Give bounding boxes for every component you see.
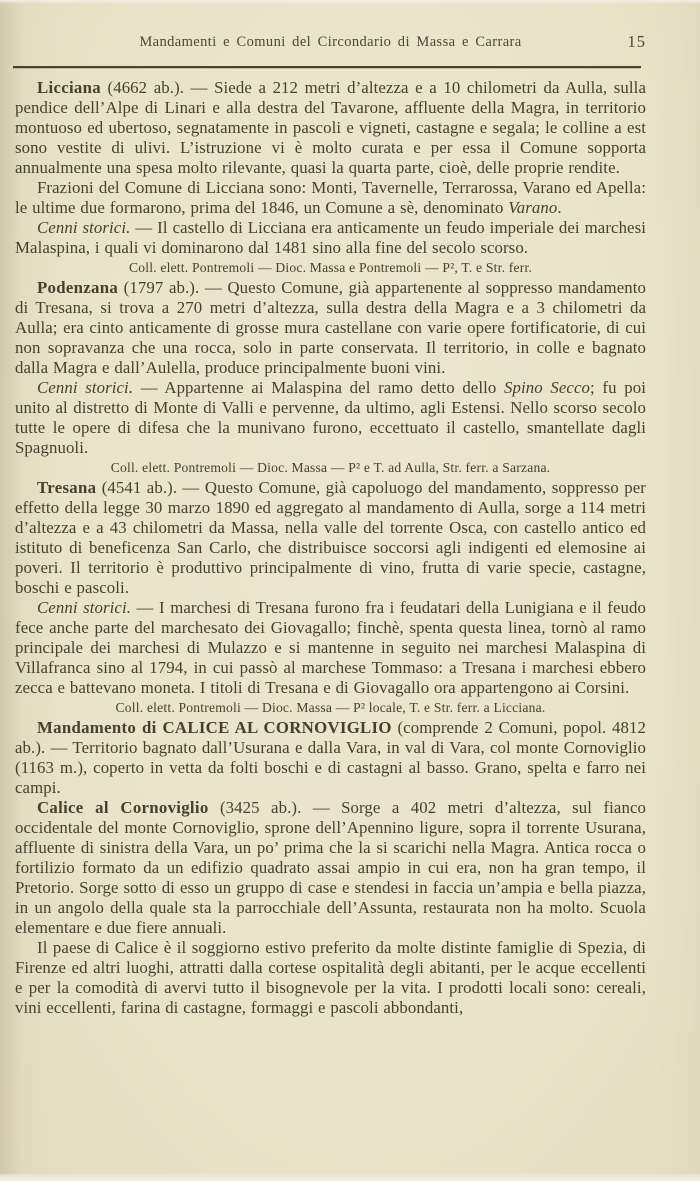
paragraph [15, 278, 646, 378]
text-run: Il paese di Calice è il soggiorno estivo preferito da molte distinte famiglie di Spezia, di Firenze ed altri luoghi, attratti dalla cortese ospitalità degli abitanti, per le acque eccellenti e per la comodità di avervi tutto il bisognevole per la vita. I prodotti locali sono: cereali, vini eccellenti, farina di castagne, formaggi e pascoli abbondanti, [15, 938, 646, 1017]
text-run: — Appartenne ai Malaspina del ramo detto dello [133, 378, 505, 397]
paragraph [15, 218, 646, 258]
text-run: Calice al Cornoviglio [37, 798, 209, 817]
text-run: (4662 ab.). — Siede a 212 metri d’altezza e a 10 chilometri da Aulla, sulla pendice dell’Alpe di Linari e alla destra del Tavarone, affluente della Magra, in territorio montuoso ed ubertoso, segnatamente in pascoli e vigneti, castagne e segala; le colline a est sono vestite di ulivi. L’istruzione vi è molto curata e per essa il Comune sopporta annualmente una spesa molto rilevante, quasi la quarta parte, cioè, delle proprie rendite. [15, 78, 646, 177]
text-run: (comprende 2 Comuni, popol. 4812 ab.). — Territorio bagnato dall’Usurana e dalla Vara, in val di Vara, col monte Cornoviglio (1163 m.), coperto in vetta da folti boschi e di castagni al basso. Grano, spelta e farro nei campi. [15, 718, 646, 797]
text-run: (4541 ab.). — Questo Comune, già capoluogo del mandamento, soppresso per effetto della legge 30 marzo 1890 ed aggregato al mandamento di Aulla, sorge a 114 metri d’altezza e a 43 chilometri da Massa, nella valle del torrente Osca, con castello antico ed istituto di beneficenza San Carlo, che distribuisce soccorsi agli indigenti ed elemosine ai poveri. Il territorio è produttivo principalmente di vino, frutta di varie specie, castagne, boschi e pascoli. [15, 478, 646, 597]
text-run: Tresana [37, 478, 97, 497]
page-body [15, 78, 646, 1018]
running-header [15, 34, 646, 56]
header-rule [13, 66, 641, 68]
paragraph [15, 78, 646, 178]
text-run: Podenzana [37, 278, 119, 297]
reference-note [15, 698, 646, 718]
text-run: . [557, 198, 562, 217]
text-run: — Il castello di Licciana era anticamente un feudo imperiale dei marchesi Malaspina, i quali vi dominarono dal 1481 sino alla fine del secolo scorso. [15, 218, 646, 257]
paragraph [15, 598, 646, 698]
text-run: Cenni storici. [37, 598, 132, 617]
reference-note [15, 258, 646, 278]
text-run: Frazioni del Comune di Licciana sono: Monti, Tavernelle, Terrarossa, Varano ed Apella: le ultime due formarono, prima del 1846, un Comune a sè, denominato [15, 178, 646, 217]
text-run: ; fu poi unito al distretto di Monte di Valli e pervenne, da ultimo, agli Estensi. Nello scorso secolo tutte le opere di difesa che la munivano furono, eccettuato il castello, smantellate dagli Spagnuoli. [15, 378, 646, 457]
text-run: Mandamento di CALICE AL CORNOVIGLIO [37, 718, 392, 737]
reference-note [15, 458, 646, 478]
paragraph [15, 798, 646, 938]
text-run: Coll. elett. Pontremoli — Dioc. Massa — P² e T. ad Aulla, Str. ferr. a Sarzana. [110, 460, 551, 475]
text-run: Licciana [37, 78, 101, 97]
scan-edge-bottom [0, 1173, 700, 1181]
paragraph [15, 378, 646, 458]
text-run: Cenni storici. [37, 378, 134, 397]
paragraph [15, 478, 646, 598]
text-run: Coll. elett. Pontremoli — Dioc. Massa — P² locale, T. e Str. ferr. a Licciana. [115, 700, 546, 715]
text-run: Spino Secco [504, 378, 591, 397]
paragraph [15, 178, 646, 218]
text-run: (3425 ab.). — Sorge a 402 metri d’altezza, sul fianco occidentale del monte Cornoviglio, sprone dell’Apennino ligure, sopra il torrente Usurana, affluente di sinistra della Vara, un po’ prima che la si scarichi nella Magra. Antica rocca o fortilizio formato da un edifizio quadrato assai ampio in cui era, non ha gran tempo, il Pretorio. Sorge sotto di esso un gruppo di case e stendesi in faccia un’ampia e bella piazza, in un angolo della quale sta la parrocchiale dell’Assunta, restaurata non ha molto. Scuola elementare e due fiere annuali. [15, 798, 646, 937]
text-run: Coll. elett. Pontremoli — Dioc. Massa e Pontremoli — P², T. e Str. ferr. [128, 260, 533, 275]
page-number: 15 [627, 32, 646, 51]
text-run: Cenni storici. [37, 218, 131, 237]
text-run: — I marchesi di Tresana furono fra i feudatari della Lunigiana e il feudo fece anche parte del marchesato dei Giovagallo; finchè, spenta questa linea, tornò al ramo principale dei marchesi di Mulazzo e si mantenne in seguito nei marchesi Malaspina di Villafranca sino al 1794, in cui passò al marchese Tommaso: a Tresana i marchesi ebbero zecca e battevano moneta. I titoli di Tresana e di Giovagallo ora appartengono ai Corsini. [15, 598, 647, 697]
running-header-title: Mandamenti e Comuni del Circondario di Massa e Carrara [139, 34, 522, 50]
text-run: Varano [508, 198, 558, 217]
text-run: (1797 ab.). — Questo Comune, già appartenente al soppresso mandamento di Tresana, si trova a 270 metri d’altezza, sulla destra della Magra e a 3 chilometri da Aulla; era cinto anticamente di grosse mura castellane con varie opere fortificatorie, di cui non sopravanza che una rocca, solo in parte conservata. Il territorio, in colle e bagnato dalla Magra e dall’Aulella, produce principalmente buoni vini. [15, 278, 646, 377]
paragraph [15, 938, 646, 1018]
scan-edge-top [0, 0, 700, 4]
paragraph [15, 718, 646, 798]
